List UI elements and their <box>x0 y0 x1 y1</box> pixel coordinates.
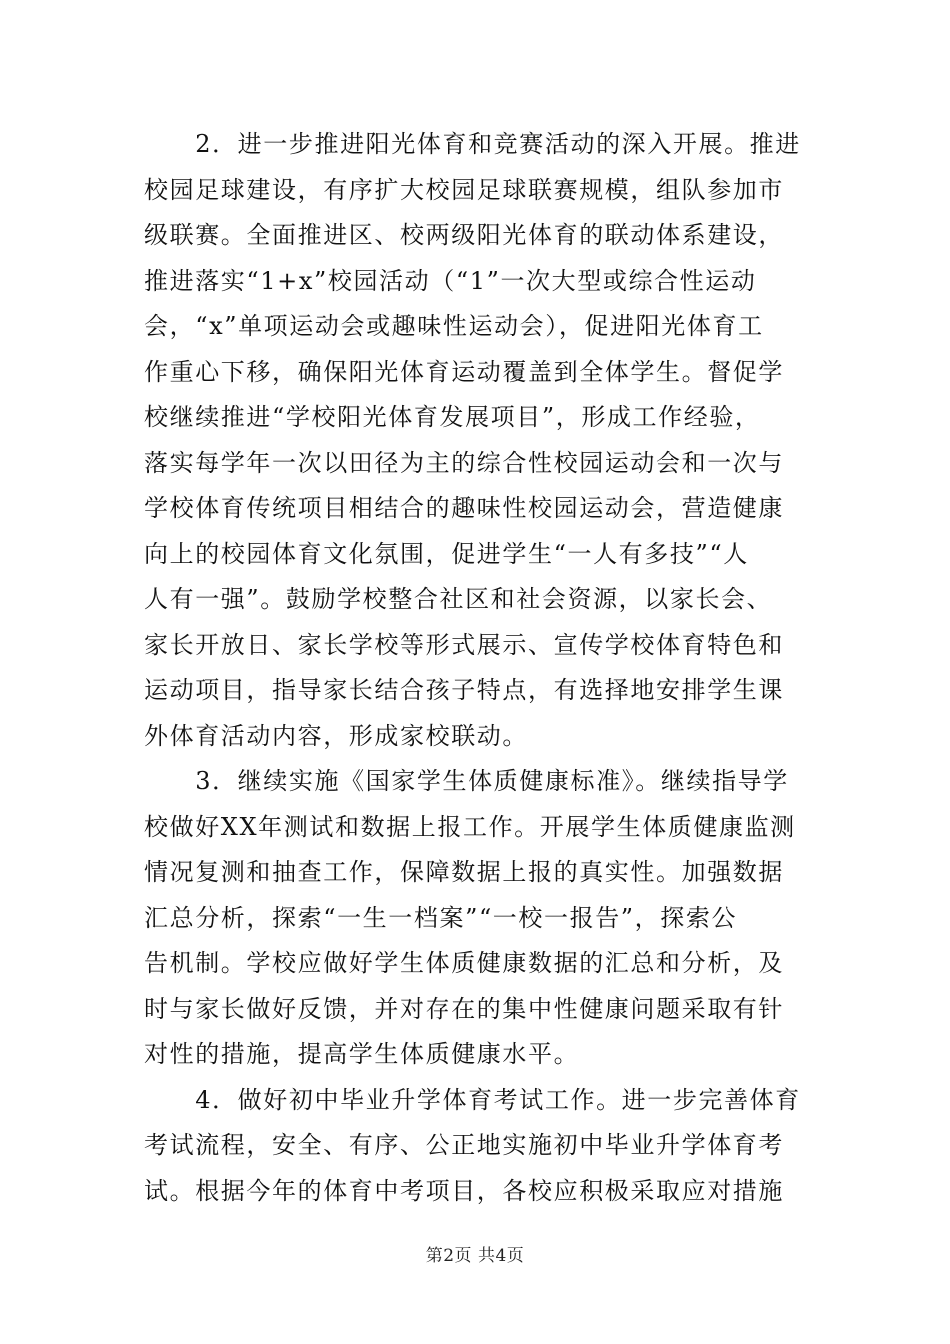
text-line: 校做好XX年测试和数据上报工作。开展学生体质健康监测 <box>144 812 796 841</box>
text-line: 向上的校园体育文化氛围，促进学生“一人有多技”“人 <box>144 539 749 568</box>
text-line: 汇总分析，探索“一生一档案”“一校一报告”，探索公 <box>144 903 738 932</box>
text-line: 校继续推进“学校阳光体育发展项目”，形成工作经验， <box>144 403 761 431</box>
text-line: 推进落实“1+x”校园活动（“1”一次大型或综合性运动 <box>144 266 757 295</box>
text-line: 学校体育传统项目相结合的趣味性校园运动会，营造健康 <box>144 494 784 522</box>
text-line: 人有一强”。鼓励学校整合社区和社会资源，以家长会、 <box>144 585 773 613</box>
text-line: 试。根据今年的体育中考项目，各校应积极采取应对措施 <box>144 1176 784 1205</box>
text-line: 外体育活动内容，形成家校联动。 <box>144 721 528 750</box>
text-line: 对性的措施，提高学生体质健康水平。 <box>144 1040 580 1068</box>
text-line: 4．做好初中毕业升学体育考试工作。进一步完善体育 <box>144 1085 801 1114</box>
text-line: 落实每学年一次以田径为主的综合性校园运动会和一次与 <box>144 448 784 477</box>
page-number-footer: 第2页 共4页 <box>425 1246 525 1266</box>
text-line: 级联赛。全面推进区、校两级阳光体育的联动体系建设， <box>144 221 784 249</box>
text-line: 家长开放日、家长学校等形式展示、宣传学校体育特色和 <box>144 630 784 659</box>
text-line: 运动项目，指导家长结合孩子特点，有选择地安排学生课 <box>144 676 784 704</box>
text-line: 3．继续实施《国家学生体质健康标准》。继续指导学 <box>144 767 789 795</box>
text-line: 校园足球建设，有序扩大校园足球联赛规模，组队参加市 <box>144 175 784 204</box>
text-line: 2．进一步推进阳光体育和竞赛活动的深入开展。推进 <box>144 130 801 158</box>
text-line: 会，“x”单项运动会或趣味性运动会），促进阳光体育工 <box>144 312 764 340</box>
text-line: 作重心下移，确保阳光体育运动覆盖到全体学生。督促学 <box>144 357 784 386</box>
text-line: 情况复测和抽查工作，保障数据上报的真实性。加强数据 <box>144 858 784 886</box>
text-line: 时与家长做好反馈，并对存在的集中性健康问题采取有针 <box>144 994 784 1023</box>
text-line: 考试流程，安全、有序、公正地实施初中毕业升学体育考 <box>144 1131 784 1159</box>
text-line: 告机制。学校应做好学生体质健康数据的汇总和分析，及 <box>144 949 784 977</box>
document-body <box>144 122 810 1214</box>
